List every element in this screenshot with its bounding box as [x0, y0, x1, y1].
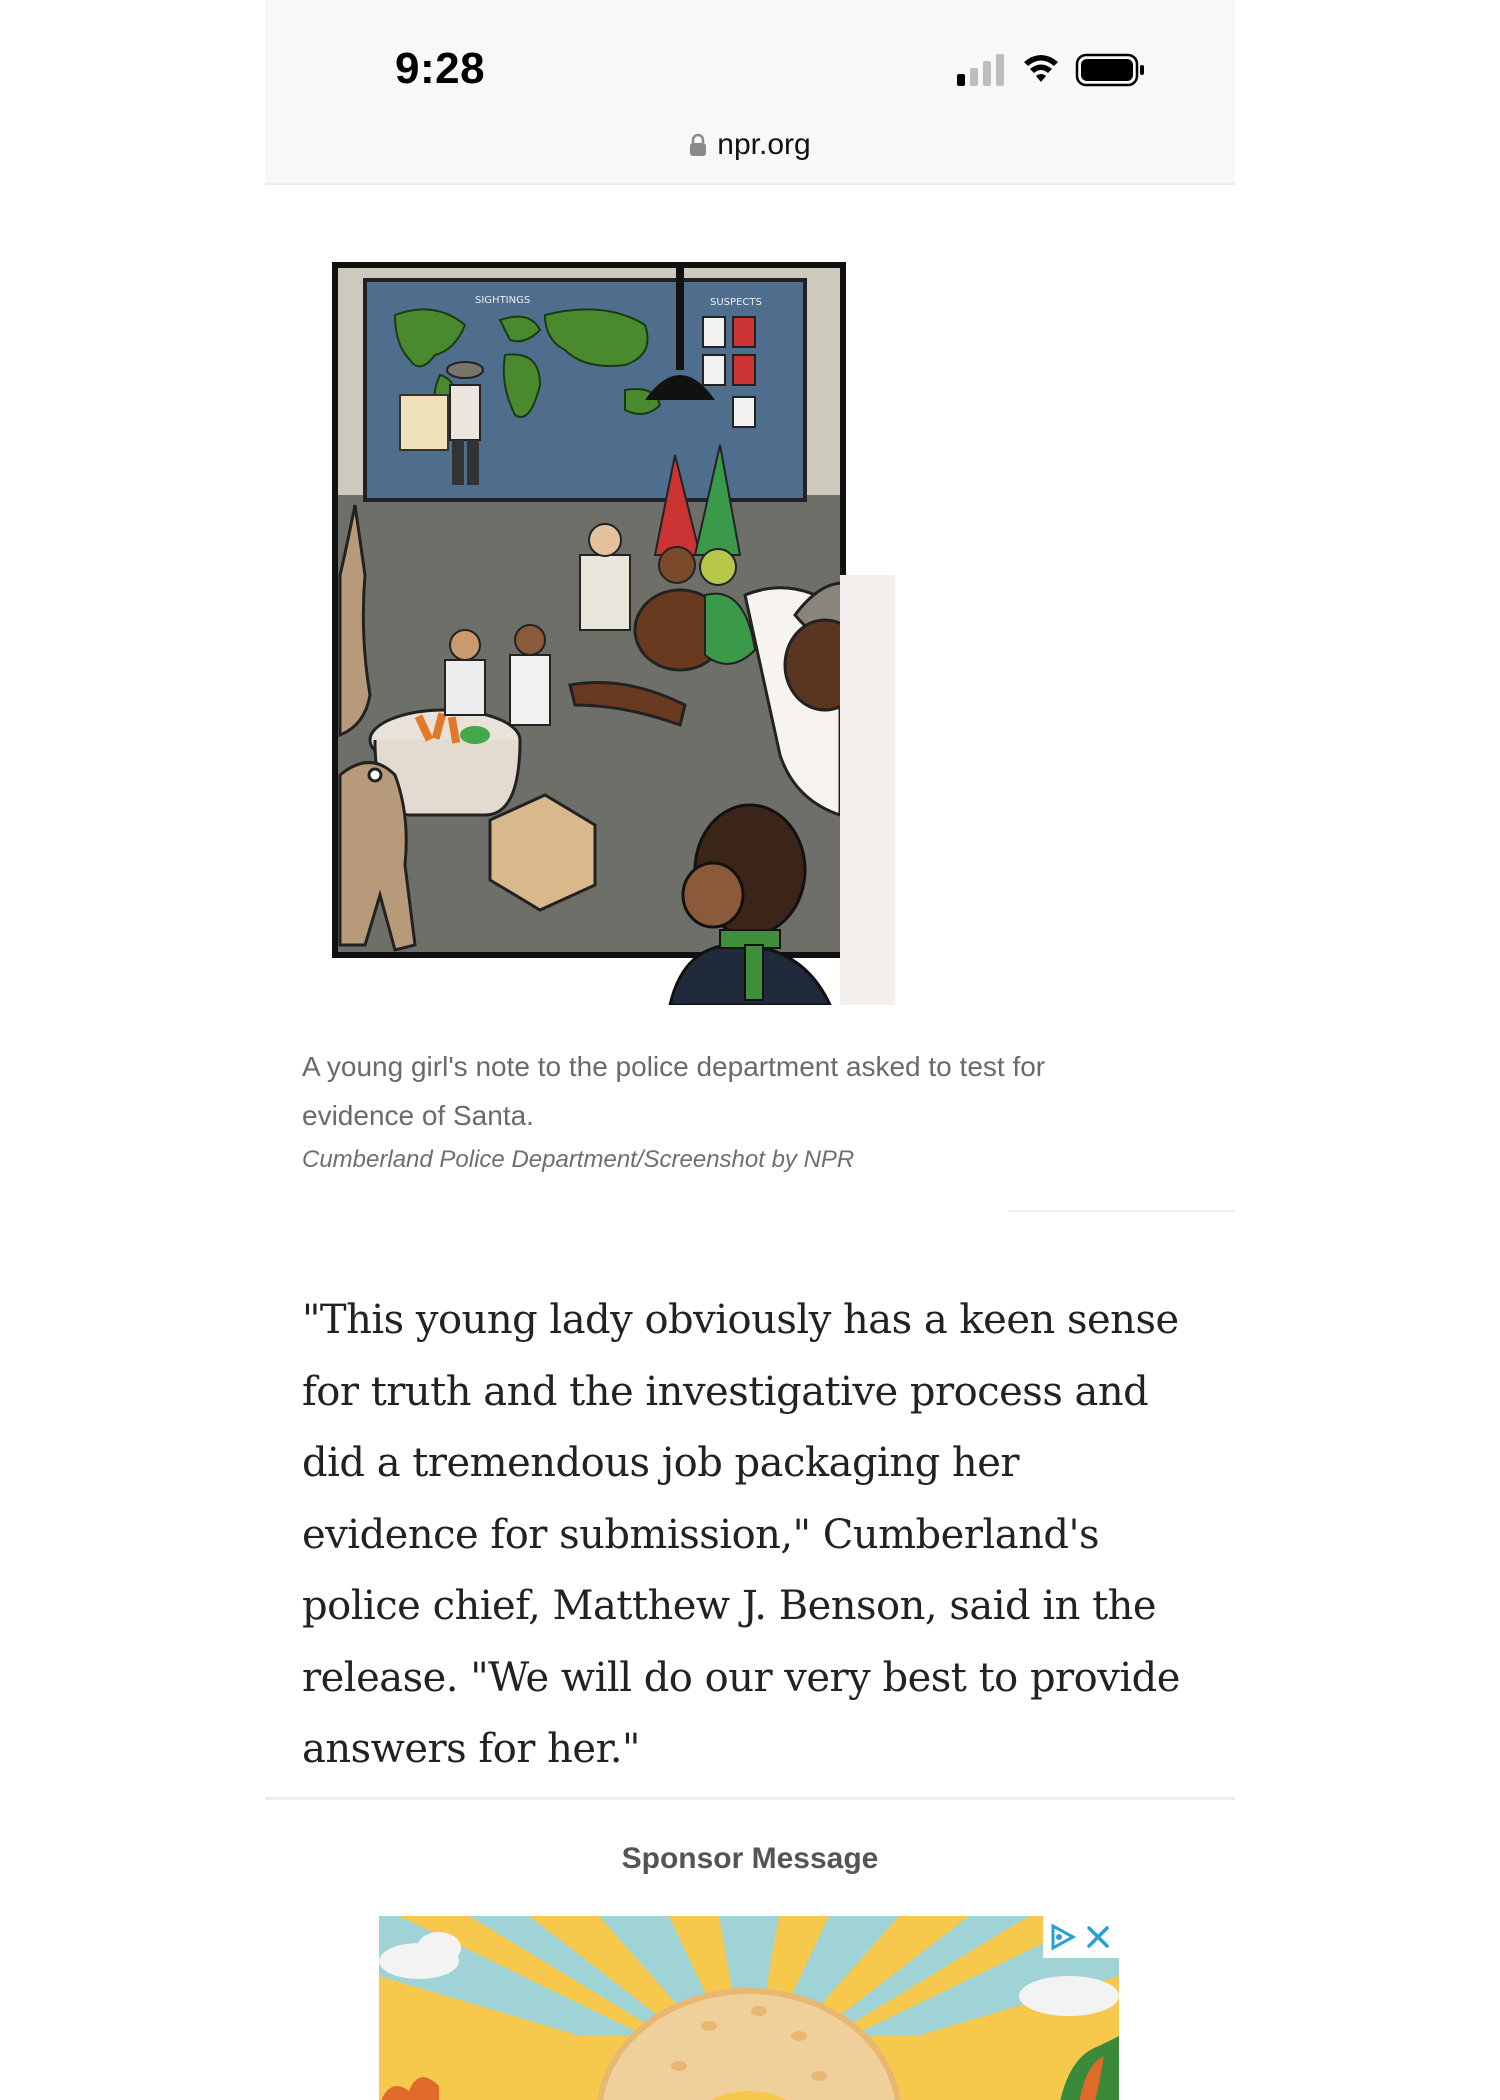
close-icon[interactable] — [1089, 1928, 1107, 1946]
cellular-signal-icon — [957, 54, 1004, 86]
ad-banner[interactable] — [379, 1916, 1119, 2100]
url-text: npr.org — [717, 128, 811, 161]
sponsor-ad[interactable] — [379, 1916, 1119, 2100]
ad-controls — [1043, 1916, 1119, 1958]
battery-icon — [1077, 55, 1144, 85]
article-illustration — [325, 255, 895, 1005]
wifi-icon — [1024, 55, 1058, 82]
caption-divider — [1008, 1210, 1235, 1212]
phone-screen — [265, 0, 1235, 2100]
map-heading: SIGHTINGS — [475, 295, 531, 306]
sponsor-divider — [265, 1797, 1235, 1800]
board-heading: SUSPECTS — [710, 297, 762, 308]
image-caption: A young girl's note to the police department asked to test for evidence of Santa. — [302, 1051, 1046, 1131]
lock-icon — [689, 133, 707, 157]
browser-header — [265, 0, 1235, 185]
adchoices-icon[interactable] — [1053, 1926, 1073, 1948]
article-paragraph: "This young lady obviously has a keen sense for truth and the investigative process and did a tremendous job packaging her evidence for submission," Cumberland's police chief, Matthew J. Benson, said in the release. "We will do our very best to provide answers for her." — [302, 1297, 1180, 1772]
side-panel — [840, 575, 895, 1005]
status-icons — [957, 52, 1157, 92]
image-credit: Cumberland Police Department/Screenshot by NPR — [302, 1146, 855, 1173]
wall-note — [400, 395, 448, 450]
status-time: 9:28 — [395, 44, 486, 93]
address-bar[interactable] — [265, 128, 1235, 162]
sponsor-label: Sponsor Message — [621, 1842, 879, 1875]
